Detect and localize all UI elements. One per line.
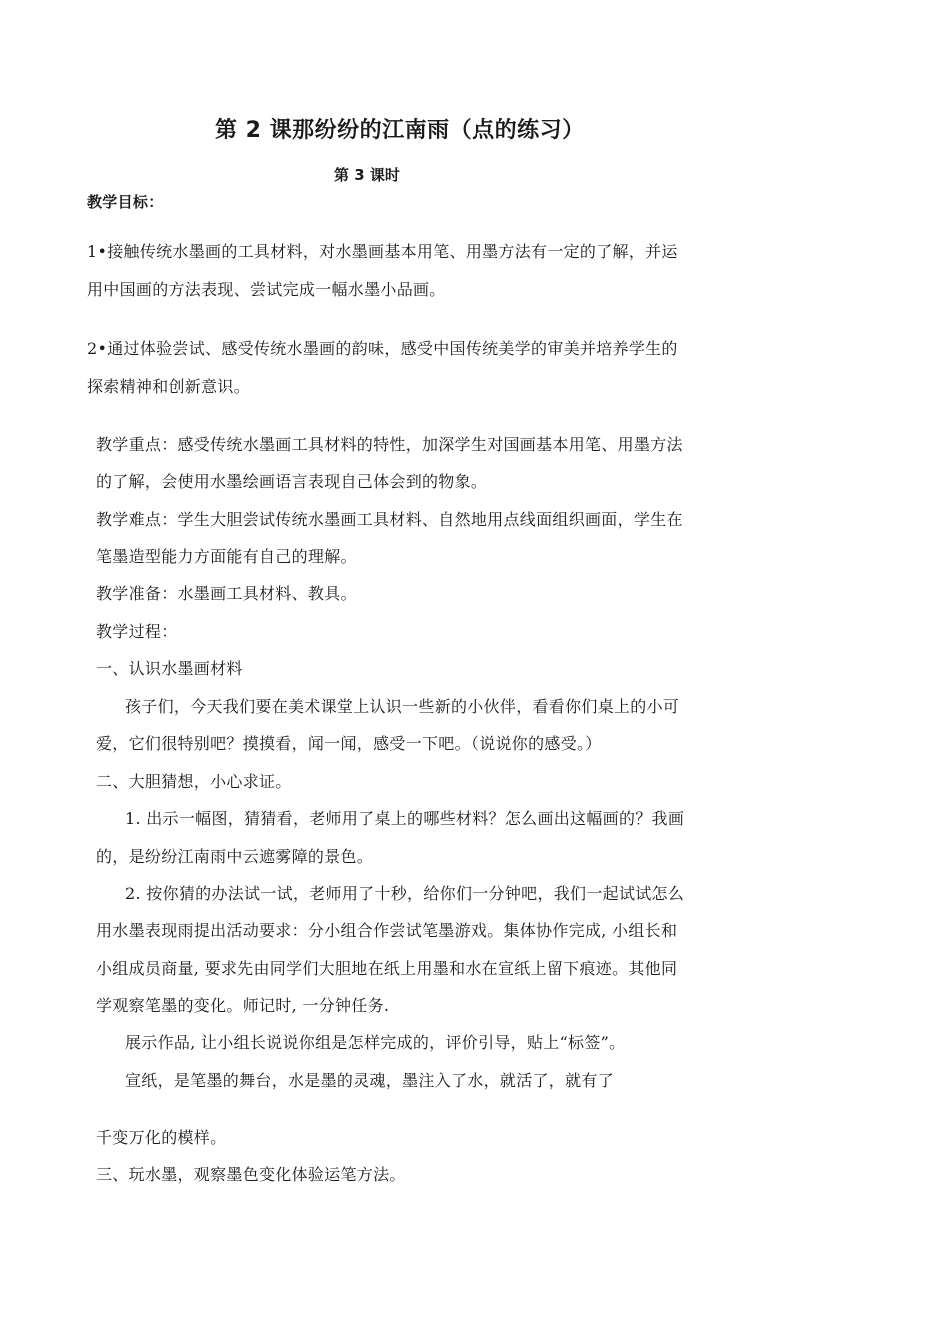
- difficulty-line-1: 教学难点：学生大胆尝试传统水墨画工具材料、自然地用点线面组织画面，学生在: [96, 510, 683, 529]
- section-2-heading: 二、大胆猜想，小心求证。: [96, 772, 292, 791]
- section-2-item-2-line-4: 学观察笔墨的变化。师记时, 一分钟任务.: [96, 996, 390, 1015]
- section-2-xuanzhi-line-2: 千变万化的模样。: [96, 1128, 227, 1147]
- key-point-line-1: 教学重点：感受传统水墨画工具材料的特性，加深学生对国画基本用笔、用墨方法: [96, 435, 683, 454]
- preparation: 教学准备：水墨画工具材料、教具。: [96, 584, 357, 603]
- section-2-item-1-line-2: 的，是纷纷江南雨中云遮雾障的景色。: [96, 847, 374, 866]
- section-1-paragraph-line-1: 孩子们，今天我们要在美术课堂上认识一些新的小伙伴，看看你们桌上的小可: [125, 697, 680, 716]
- objective-1-line-2: 用中国画的方法表现、尝试完成一幅水墨小品画。: [87, 280, 446, 299]
- section-2-item-2-line-2: 用水墨表现雨提出活动要求：分小组合作尝试笔墨游戏。集体协作完成, 小组长和: [96, 921, 678, 940]
- objective-1-line-1: 1•接触传统水墨画的工具材料，对水墨画基本用笔、用墨方法有一定的了解，并运: [87, 242, 678, 261]
- section-2-item-2-line-3: 小组成员商量, 要求先由同学们大胆地在纸上用墨和水在宣纸上留下痕迹。其他同: [96, 959, 678, 978]
- key-point-line-2: 的了解，会使用水墨绘画语言表现自己体会到的物象。: [96, 472, 488, 491]
- section-2-item-1-line-1: 1. 出示一幅图，猜猜看，老师用了桌上的哪些材料？怎么画出这幅画的？我画: [125, 809, 685, 828]
- process-heading: 教学过程：: [96, 622, 178, 641]
- lesson-period: 第 3 课时: [334, 166, 400, 184]
- section-3-heading: 三、玩水墨，观察墨色变化体验运笔方法。: [96, 1165, 406, 1184]
- objective-2-line-2: 探索精神和创新意识。: [87, 377, 251, 396]
- section-1-heading: 一、认识水墨画材料: [96, 659, 243, 678]
- section-1-paragraph-line-2: 爱，它们很特别吧？摸摸看，闻一闻，感受一下吧。（说说你的感受。）: [96, 734, 602, 753]
- section-2-xuanzhi-line-1: 宣纸，是笔墨的舞台，水是墨的灵魂，墨注入了水，就活了，就有了: [125, 1071, 615, 1090]
- difficulty-line-2: 笔墨造型能力方面能有自己的理解。: [96, 547, 357, 566]
- objectives-heading: 教学目标：: [87, 193, 164, 211]
- objective-2-line-1: 2•通过体验尝试、感受传统水墨画的韵味，感受中国传统美学的审美并培养学生的: [87, 339, 678, 358]
- section-2-show-works: 展示作品, 让小组长说说你组是怎样完成的，评价引导，贴上“标签”。: [125, 1033, 626, 1052]
- document-title: 第 2 课那纷纷的江南雨（点的练习）: [215, 118, 585, 143]
- section-2-item-2-line-1: 2. 按你猜的办法试一试，老师用了十秒，给你们一分钟吧，我们一起试试怎么: [125, 884, 685, 903]
